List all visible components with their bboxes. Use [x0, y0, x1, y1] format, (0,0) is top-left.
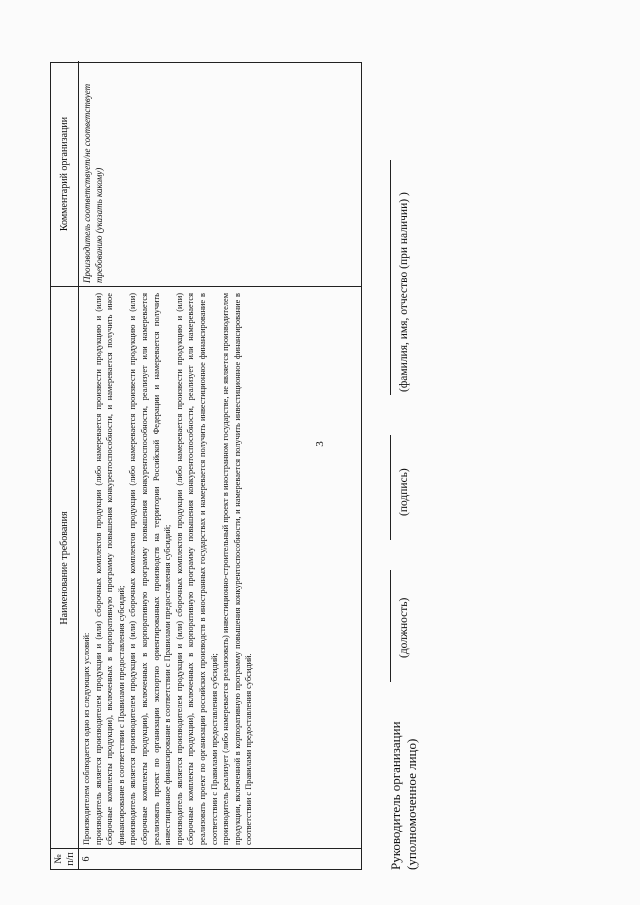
requirement-paragraph: производитель является производителем продукции и (или) сборочных комплектов продукции (либо намеревается произвести продукцию и (или) сборочные комплекты продукции), включенных в корпоративную программу повышения конкурентоспособности, и намеревается получить иное финансирование в соответствии с Правилами предоставления субсидий;	[93, 293, 126, 845]
row-number: 6	[81, 856, 92, 862]
header-requirement: Наименование требования	[51, 287, 79, 849]
column-divider	[51, 286, 361, 287]
rotated-content	[50, 45, 590, 870]
requirement-paragraph: производитель является производителем продукции и (или) сборочных комплектов продукции (либо намеревается произвести продукцию и (или) сборочные комплекты продукции), включенных в корпоративную программу повышения конкурентоспособности, реализует или намеревается реализовать проект по организации экспортно ориентированных производств на территории Российской Федерации и намеревается получить инвестиционное финансирование в соответствии с Правилами предоставления субсидий;	[128, 293, 173, 845]
header-comment: Комментарий организации	[51, 61, 79, 287]
signature-line	[390, 435, 391, 540]
signature-block	[372, 45, 452, 870]
requirement-cell	[81, 293, 255, 845]
position-caption: (должность)	[398, 597, 410, 658]
requirements-table	[50, 62, 362, 870]
comment-cell: Производитель соответствует/не соответствует требованию (указать какому)	[82, 83, 104, 283]
column-divider	[51, 848, 361, 849]
header-number: № п/п	[51, 849, 79, 869]
requirement-paragraph: производитель реализует (либо намеревается реализовать) инвестиционно-строительный проект в иностранном государстве, не является производителем продукции, включенной в корпоративную программу повышения конкурентоспособности, и намеревается получить инвестиционное финансирование в соответствии с Правилами предоставления субсидий.	[221, 293, 254, 845]
name-caption: (фамилия, имя, отчество (при наличии) )	[398, 192, 410, 392]
requirement-paragraph: производитель является производителем продукции и (или) сборочных комплектов продукции (либо намеревается произвести продукцию и (или) сборочные комплекты продукции), включенных в корпоративную программу повышения конкурентоспособности, реализует или намеревается реализовать проект по организации российских производств в иностранных государствах и намеревается получить инвестиционное финансирование в соответствии с Правилами предоставления субсидий;	[174, 293, 219, 845]
requirement-paragraph: Производителем соблюдается одно из следующих условий:	[82, 632, 91, 845]
signature-caption: (подпись)	[398, 468, 410, 516]
position-line	[390, 570, 391, 682]
authorized-person-label: (уполномоченное лицо)	[404, 738, 419, 870]
org-head-label: Руководитель организации	[388, 721, 403, 870]
name-line	[390, 160, 391, 395]
page-number: 3	[314, 441, 326, 447]
